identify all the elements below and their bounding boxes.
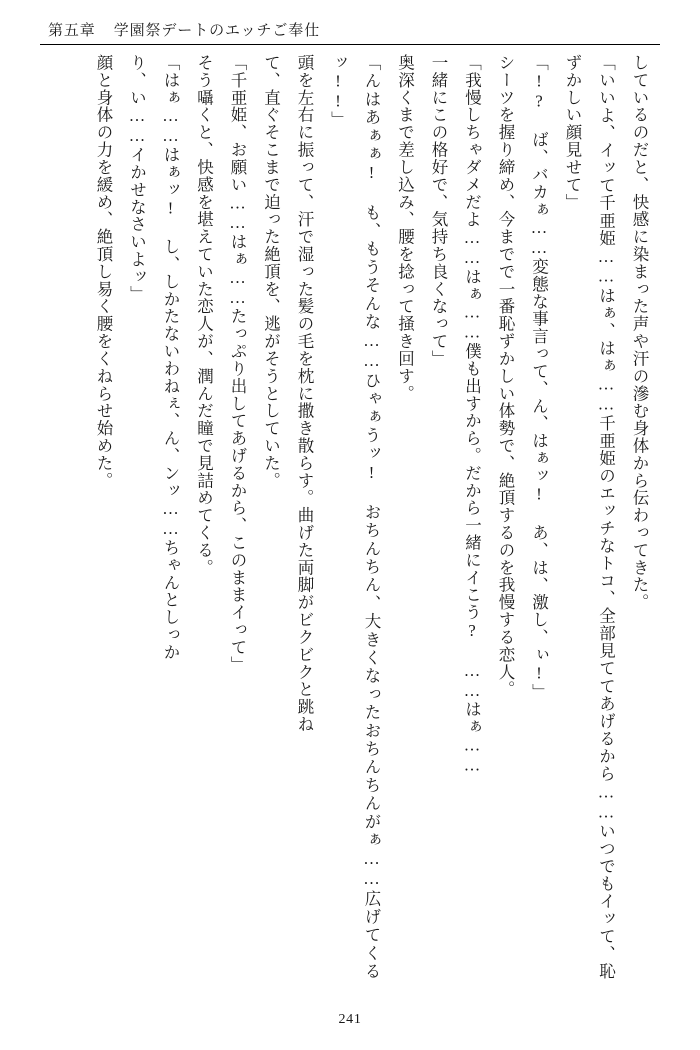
paragraph: 「我慢しちゃダメだよ……はぁ……僕も出すから。だから一緒にイこう? ……はぁ…… — [462, 54, 482, 776]
running-head — [48, 14, 652, 44]
chapter-number: 第五章 — [48, 22, 96, 39]
paragraph: しているのだと、快感に染まった声や汗の滲む身体から伝わってきた。 — [630, 54, 649, 612]
paragraph: 「んはあぁぁ! も、もうそんな……ひゃぁうッ! おちんちん、大きくなったおちんちんがぁ……広げてくるッ!!」 — [328, 54, 381, 980]
paragraph: 「!? ば、バカぁ……変態な事言って、ん、はぁッ! あ、は、激し、ぃ!」 — [529, 54, 549, 701]
paragraph: り、い……イかせなさいよッ」 — [127, 54, 147, 303]
paragraph: 「いいよ、イッて千亜姫……はぁ、はぁ……千亜姫のエッチなトコ、全部見ててあげるから……いつでもイッて、恥ずかしい顔見せて」 — [563, 54, 616, 980]
page-number: 241 — [338, 1012, 362, 1027]
paragraph: シーツを握り締め、今までで一番恥ずかしい体勢で、絶頂するのを我慢する恋人。 — [496, 54, 515, 699]
paragraph: そう囁くと、快感を堪えていた恋人が、潤んだ瞳で見詰めてくる。 — [194, 54, 214, 577]
chapter-title: 学園祭デートのエッチご奉仕 — [113, 22, 321, 39]
header-divider — [40, 44, 660, 45]
paragraph: 「はぁ……はぁッ! し、しかたないわねぇ、ん、ンッ……ちゃんとしっか — [161, 54, 180, 661]
paragraph: 顔と身体の力を緩め、絶頂し易く腰をくねらせ始めた。 — [94, 54, 113, 490]
paragraph: 「千亜姫、お願い……はぁ……たっぷり出してあげるから、このままイって」 — [228, 54, 247, 674]
paragraph: 頭を左右に振って、汗で湿った髪の毛を枕に撒き散らす。曲げた両脚がビクビクと跳ね — [295, 54, 314, 733]
paragraph: て、直ぐそこまで迫った絶頂を、逃がそうとしていた。 — [261, 54, 281, 490]
page-body-text — [44, 54, 656, 980]
paragraph: 奥深くまで差し込み、腰を捻って掻き回す。 — [395, 54, 415, 403]
paragraph: 一緒にこの格好で、気持ち良くなって」 — [429, 54, 448, 368]
